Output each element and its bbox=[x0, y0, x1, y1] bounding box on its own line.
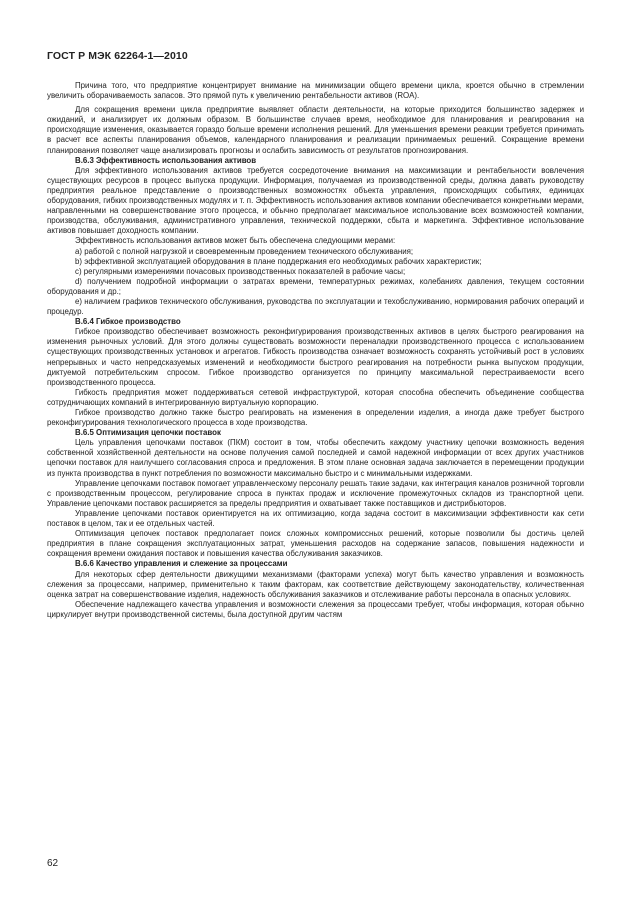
page-header: ГОСТ Р МЭК 62264-1—2010 bbox=[47, 50, 188, 62]
paragraph: Гибкое производство должно также быстро реагировать на изменения в определении изделия, а иногда даже требует быстрого реконфигурирования технологического процесса в ходе производства. bbox=[47, 408, 584, 428]
paragraph: Эффективность использования активов может быть обеспечена следующими мерами: bbox=[75, 236, 396, 246]
paragraph: Для некоторых сфер деятельности движущими механизмами (факторами успеха) могут быть качество управления и возможность слежения за процессами, например, применительно к таким факторам, как соответствие действующему законодательству, количественная оценка затрат на совершенствование изделия, надежность обслуживания заказчиков и отслеживание работы персонала в опасных условиях. bbox=[47, 569, 584, 599]
paragraph: Для сокращения времени цикла предприятие выявляет области деятельности, на которые приходится большинство задержек и ожиданий, и анализирует их должным образом. В большинстве случаев время, необходимое для планирования и реагирования на происходящие изменения, оказывается гораздо больше времени исполнения решений. Для уменьшения времени реакции требуется принимать в расчет все аспекты планирования объемов, календарного планирования и реализации принимаемых решений. Сокращение времени планирования позволяет чаще анализировать прогнозы и ослабить зависимость от результатов прогнозирования. bbox=[47, 105, 584, 155]
paragraph: а) работой с полной нагрузкой и своевременным проведением технического обслуживания; bbox=[75, 246, 414, 256]
paragraph: b) эффективной эксплуатацией оборудования в плане поддержания его необходимых рабочих характеристик; bbox=[75, 256, 482, 266]
paragraph: Гибкое производство обеспечивает возможность реконфигурирования производственных активов в целях быстрого реагирования на изменения рыночных условий. Для этого должны существовать возможности переналадки производственного процесса с использованием существующих производственных установок и агрегатов. Гибкость производства означает возможность сохранять устойчивый рост в условиях непрерывных и часто непредсказуемых изменений и необходимости быстрого реагирования на потребности рынка выпуском продукции, диктуемой потребительским спросом. Гибкое производство организуется по принципу максимальной перестраиваемости всего производственного процесса. bbox=[47, 327, 584, 387]
paragraph: Причина того, что предприятие концентрирует внимание на минимизации общего времени цикла, кроется обычно в стремлении увеличить оборачиваемость запасов. Это прямой путь к увеличению рентабельности активов (ROA). bbox=[47, 81, 584, 101]
paragraph: с) регулярными измерениями почасовых производственных показателей в рабочие часы; bbox=[75, 266, 406, 276]
section-heading: В.6.5 Оптимизация цепочки поставок bbox=[75, 428, 221, 438]
paragraph: Управление цепочками поставок ориентируется на их оптимизацию, когда задача состоит в максимизации эффективности как сети поставок в целом, так и ее отдельных частей. bbox=[47, 508, 584, 529]
paragraph: е) наличием графиков технического обслуживания, руководства по эксплуатации и техобслуживанию, нормирования рабочих операций и процедур. bbox=[47, 296, 584, 317]
paragraph: Управление цепочками поставок помогает управленческому персоналу решать такие задачи, как интеграция каналов розничной торговли с производственным процессом, регулирование спроса в пунктах продаж и исключение промежуточных складов из транспортной цепи. Управление цепочками поставок расширяется за пределы предприятия и охватывает также поставщиков и дистрибьюторов. bbox=[47, 478, 584, 508]
paragraph: d) получением подробной информации о затратах времени, температурных режимах, колебаниях давления, текущем состоянии оборудования и др.; bbox=[47, 276, 584, 296]
page-number: 62 bbox=[47, 858, 59, 869]
section-heading: В.6.6 Качество управления и слежение за процессами bbox=[75, 559, 288, 569]
section-heading: В.6.3 Эффективность использования активов bbox=[75, 155, 257, 165]
paragraph: Гибкость предприятия может поддерживаться сетевой инфраструктурой, которая способна обеспечить объединение сообщества сотрудничающих компаний в интегрированную виртуальную корпорацию. bbox=[47, 387, 584, 407]
section-heading: В.6.4 Гибкое производство bbox=[75, 317, 181, 327]
paragraph: Цель управления цепочками поставок (ПКМ) состоит в том, чтобы обеспечить каждому участнику цепочки возможность ведения собственной хозяйственной деятельности на основе получения самой последней и самой надежной информации от всех других участников цепочки поставок для наилучшего согласования спроса и предложения. В этом плане основная задача заключается в перемещении продукции из пункта производства в пункт потребления по возможности максимально быстро и с минимальными издержками. bbox=[47, 438, 584, 478]
paragraph: Оптимизация цепочек поставок предполагает поиск сложных компромиссных решений, которые позволили бы достичь целей предприятия в плане сокращения эксплуатационных затрат, уменьшения расходов на содержание запасов, повышения надежности и сокращения времени ожидания поставок и повышения качества обслуживания заказчиков. bbox=[47, 529, 584, 559]
document-body bbox=[47, 81, 584, 620]
paragraph: Обеспечение надлежащего качества управления и возможности слежения за процессами требует, чтобы информация, которая обычно циркулирует внутри производственной системы, была доступной другим частям bbox=[47, 599, 584, 619]
paragraph: Для эффективного использования активов требуется сосредоточение внимания на максимизации и рентабельности вовлечения существующих ресурсов в процесс выпуска продукции. Информация, получаемая из производственной среды, должна давать руководству предприятия реальное представление о производственных возможностях объекта управления, происходящих событиях, единицах оборудования, гибких производственных модулях и т. п. Эффективность использования активов компании обеспечивается конкретными мерами, направленными на совершенствование этого процесса, и обычно предполагает максимальное использование всех возможностей компании, производства, обслуживания, административного управления, технической поддержки, сбыта и маркетинга. Эффективное использование активов повышает доходность компании. bbox=[47, 165, 584, 236]
